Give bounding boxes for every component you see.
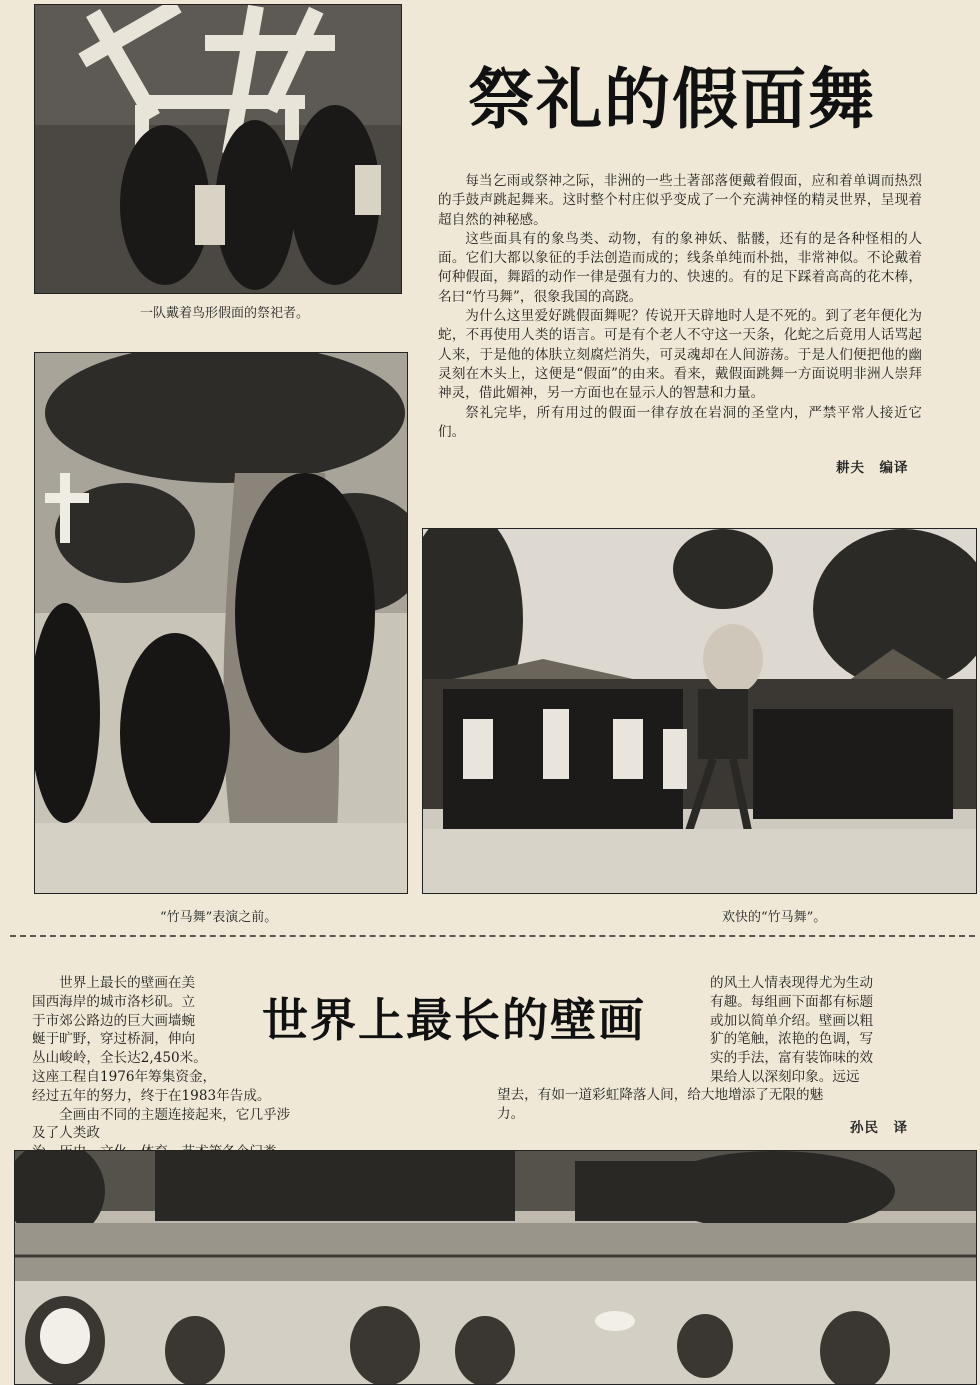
article2-title: 世界上最长的壁画 xyxy=(262,993,646,1047)
article2-column3 xyxy=(710,974,970,1087)
article1-paragraph: 祭礼完毕，所有用过的假面一律存放在岩洞的圣堂内，严禁平常人接近它们。 xyxy=(438,404,922,440)
photo-before-stilt-dance xyxy=(34,352,408,894)
article1-paragraph: 这些面具有的象鸟类、动物，有的象神妖、骷髅，还有的是各种怪相的人面。它们大都以象征的手法创造而成的；线条单纯而朴拙，非常神似。不论戴着何种假面，舞蹈的动作一律是强有力的、快速的。有的足下踩着高高的花木棒，名曰“竹马舞”，很象我国的高跷。 xyxy=(438,230,922,305)
text-line: 蜒于旷野，穿过桥洞，伸向 xyxy=(32,1031,196,1048)
text-line: 于市郊公路边的巨大画墙蜿 xyxy=(32,1012,196,1029)
photo-joyful-stilt-dance xyxy=(422,528,977,894)
article1-title: 祭礼的假面舞 xyxy=(468,60,876,138)
article1-byline: 耕夫 编译 xyxy=(836,460,909,476)
article1-body xyxy=(438,172,922,442)
caption-photo1: 一队戴着鸟形假面的祭祀者。 xyxy=(140,306,310,321)
text-line: 犷的笔触，浓艳的色调，写 xyxy=(710,1031,874,1048)
photo-bird-mask-dancers xyxy=(34,4,402,294)
text-line: 或加以简单介绍。壁画以粗 xyxy=(710,1012,874,1029)
text-line: 有趣。每组画下面都有标题 xyxy=(710,993,874,1010)
text-line: 经过五年的努力，终于在1983年告成。 xyxy=(32,1087,271,1104)
section-divider xyxy=(10,935,975,937)
text-line: 这座工程自1976年筹集资金， xyxy=(32,1068,217,1085)
text-line: 世界上最长的壁画在美 xyxy=(32,975,196,991)
article2-byline: 孙民 译 xyxy=(850,1120,908,1136)
caption-photo2: “竹马舞”表演之前。 xyxy=(160,910,278,925)
caption-photo3: 欢快的“竹马舞”。 xyxy=(722,910,827,925)
photo-long-mural xyxy=(14,1150,977,1385)
text-line: 果给人以深刻印象。远远 xyxy=(710,1068,860,1085)
article1-paragraph: 每当乞雨或祭神之际，非洲的一些土著部落便戴着假面，应和着单调而热烈的手鼓声跳起舞来。这时整个村庄似乎变成了一个充满神怪的精灵世界，呈现着超自然的神秘感。 xyxy=(438,173,922,228)
text-line: 望去，有如一道彩虹降落人间，给大地增添了无限的魅 xyxy=(497,1087,824,1103)
text-line: 实的手法，富有装饰味的效 xyxy=(710,1050,874,1067)
text-line: 力。 xyxy=(497,1105,525,1122)
text-line: 全画由不同的主题连接起来，它几乎涉及了人类政 xyxy=(32,1106,291,1142)
text-line: 丛山峻岭，全长达2,450米。 xyxy=(32,1050,207,1067)
text-line: 的风土人情表现得尤为生动 xyxy=(710,975,874,991)
text-line: 国西海岸的城市洛杉矶。立 xyxy=(32,993,196,1010)
article1-paragraph: 为什么这里爱好跳假面舞呢？传说开天辟地时人是不死的。到了老年便化为蛇，不再使用人类的语言。可是有个老人不守这一天条，化蛇之后竟用人话骂起人来，于是他的体肤立刻腐烂消失，可灵魂却在人间游荡。于是人们便把他的幽灵刻在木头上，这便是“假面”的由来。看来，戴假面跳舞一方面说明非洲人崇拜神灵，借此媚神，另一方面也在显示人的智慧和力量。 xyxy=(438,308,922,402)
